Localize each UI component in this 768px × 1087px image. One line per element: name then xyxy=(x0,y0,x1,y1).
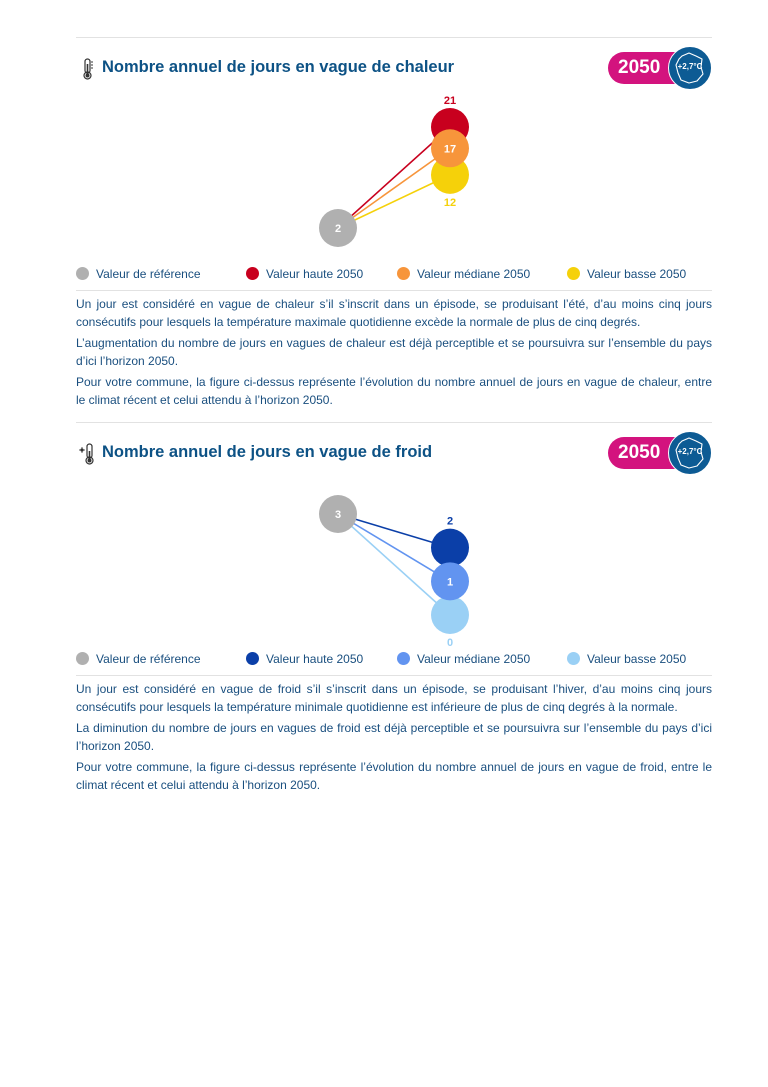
legend-label: Valeur de référence xyxy=(96,267,201,281)
cold-legend xyxy=(76,650,712,668)
france-warming-icon xyxy=(668,46,712,90)
heat-commune-paragraph: Pour votre commune, la figure ci-dessus représente l’évolution du nombre annuel de jours en vague de chaleur, entre le climat récent et celui attendu à l’horizon 2050. xyxy=(76,375,712,407)
warming-level: +2,7°C xyxy=(677,447,703,456)
thermometer-icon xyxy=(78,58,98,80)
warming-level: +2,7°C xyxy=(677,62,703,71)
legend-item-median xyxy=(397,265,530,283)
horizon-badge xyxy=(608,431,712,475)
value-label-reference: 3 xyxy=(334,509,342,521)
dot-high xyxy=(431,529,469,567)
heat-wave-section xyxy=(76,46,712,411)
heat-trend-paragraph: L’augmentation du nombre de jours en vagues de chaleur est déjà perceptible et se poursuivra sur l’ensemble du pays d’ici l’horizon 2050. xyxy=(76,336,712,368)
legend-item-high xyxy=(246,650,363,668)
legend-label: Valeur haute 2050 xyxy=(266,652,364,666)
cold-wave-chart xyxy=(76,477,712,647)
cold-trend-paragraph: La diminution du nombre de jours en vagues de froid est déjà perceptible et se poursuivra sur l’ensemble du pays d’ici l’horizon 2050. xyxy=(76,721,712,753)
heat-wave-header xyxy=(76,46,712,90)
divider-middle xyxy=(76,422,712,423)
divider-top xyxy=(76,37,712,38)
value-label-median: 1 xyxy=(446,576,454,589)
cold-wave-header xyxy=(76,431,712,475)
legend-dot-icon xyxy=(76,267,89,280)
legend-dot-icon xyxy=(397,267,410,280)
legend-label: Valeur médiane 2050 xyxy=(417,652,531,666)
value-label-reference: 2 xyxy=(334,223,342,235)
legend-dot-icon xyxy=(246,652,259,665)
legend-item-low xyxy=(567,650,686,668)
heat-wave-title: Nombre annuel de jours en vague de chaleur xyxy=(102,58,455,76)
connector-line-low xyxy=(338,514,450,615)
cold-thermometer-icon xyxy=(78,443,98,465)
legend-item-low xyxy=(567,265,686,283)
connector-line-median xyxy=(338,148,450,228)
cold-definition-paragraph: Un jour est considéré en vague de froid s’il s’inscrit dans un épisode, se produisant l’hiver, d’au moins cinq jours consécutifs pour lesquels la température minimale quotidienne est inférieure de plus de cinq degrés à la normale. xyxy=(76,682,712,714)
value-label-low: 0 xyxy=(446,637,454,647)
cold-commune-paragraph: Pour votre commune, la figure ci-dessus représente l’évolution du nombre annuel de jours en vague de froid, entre le climat récent et celui attendu à l’horizon 2050. xyxy=(76,760,712,792)
heat-definition-paragraph: Un jour est considéré en vague de chaleur s’il s’inscrit dans un épisode, se produisant l’été, d’au moins cinq jours consécutifs pour lesquels la température maximale quotidienne excède la normale de plus de cinq degrés. xyxy=(76,297,712,329)
cold-wave-section xyxy=(76,431,712,796)
cold-wave-title: Nombre annuel de jours en vague de froid xyxy=(102,443,433,461)
value-label-median: 17 xyxy=(443,143,457,156)
legend-item-high xyxy=(246,265,363,283)
value-label-high: 21 xyxy=(443,95,457,107)
horizon-year: 2050 xyxy=(608,52,686,84)
france-warming-icon xyxy=(668,431,712,475)
legend-dot-icon xyxy=(567,267,580,280)
dot-low xyxy=(431,596,469,634)
heat-wave-chart xyxy=(76,92,712,252)
legend-item-median xyxy=(397,650,530,668)
legend-dot-icon xyxy=(246,267,259,280)
value-label-low: 12 xyxy=(443,196,457,209)
divider xyxy=(76,290,712,291)
legend-label: Valeur médiane 2050 xyxy=(417,267,531,281)
legend-dot-icon xyxy=(76,652,89,665)
divider xyxy=(76,675,712,676)
legend-label: Valeur de référence xyxy=(96,652,201,666)
legend-item-reference xyxy=(76,650,201,668)
heat-legend xyxy=(76,265,712,283)
legend-label: Valeur basse 2050 xyxy=(587,652,687,666)
legend-item-reference xyxy=(76,265,201,283)
value-label-high: 2 xyxy=(446,515,454,528)
horizon-year: 2050 xyxy=(608,437,686,469)
legend-dot-icon xyxy=(567,652,580,665)
legend-label: Valeur haute 2050 xyxy=(266,267,364,281)
legend-dot-icon xyxy=(397,652,410,665)
legend-label: Valeur basse 2050 xyxy=(587,267,687,281)
horizon-badge xyxy=(608,46,712,90)
